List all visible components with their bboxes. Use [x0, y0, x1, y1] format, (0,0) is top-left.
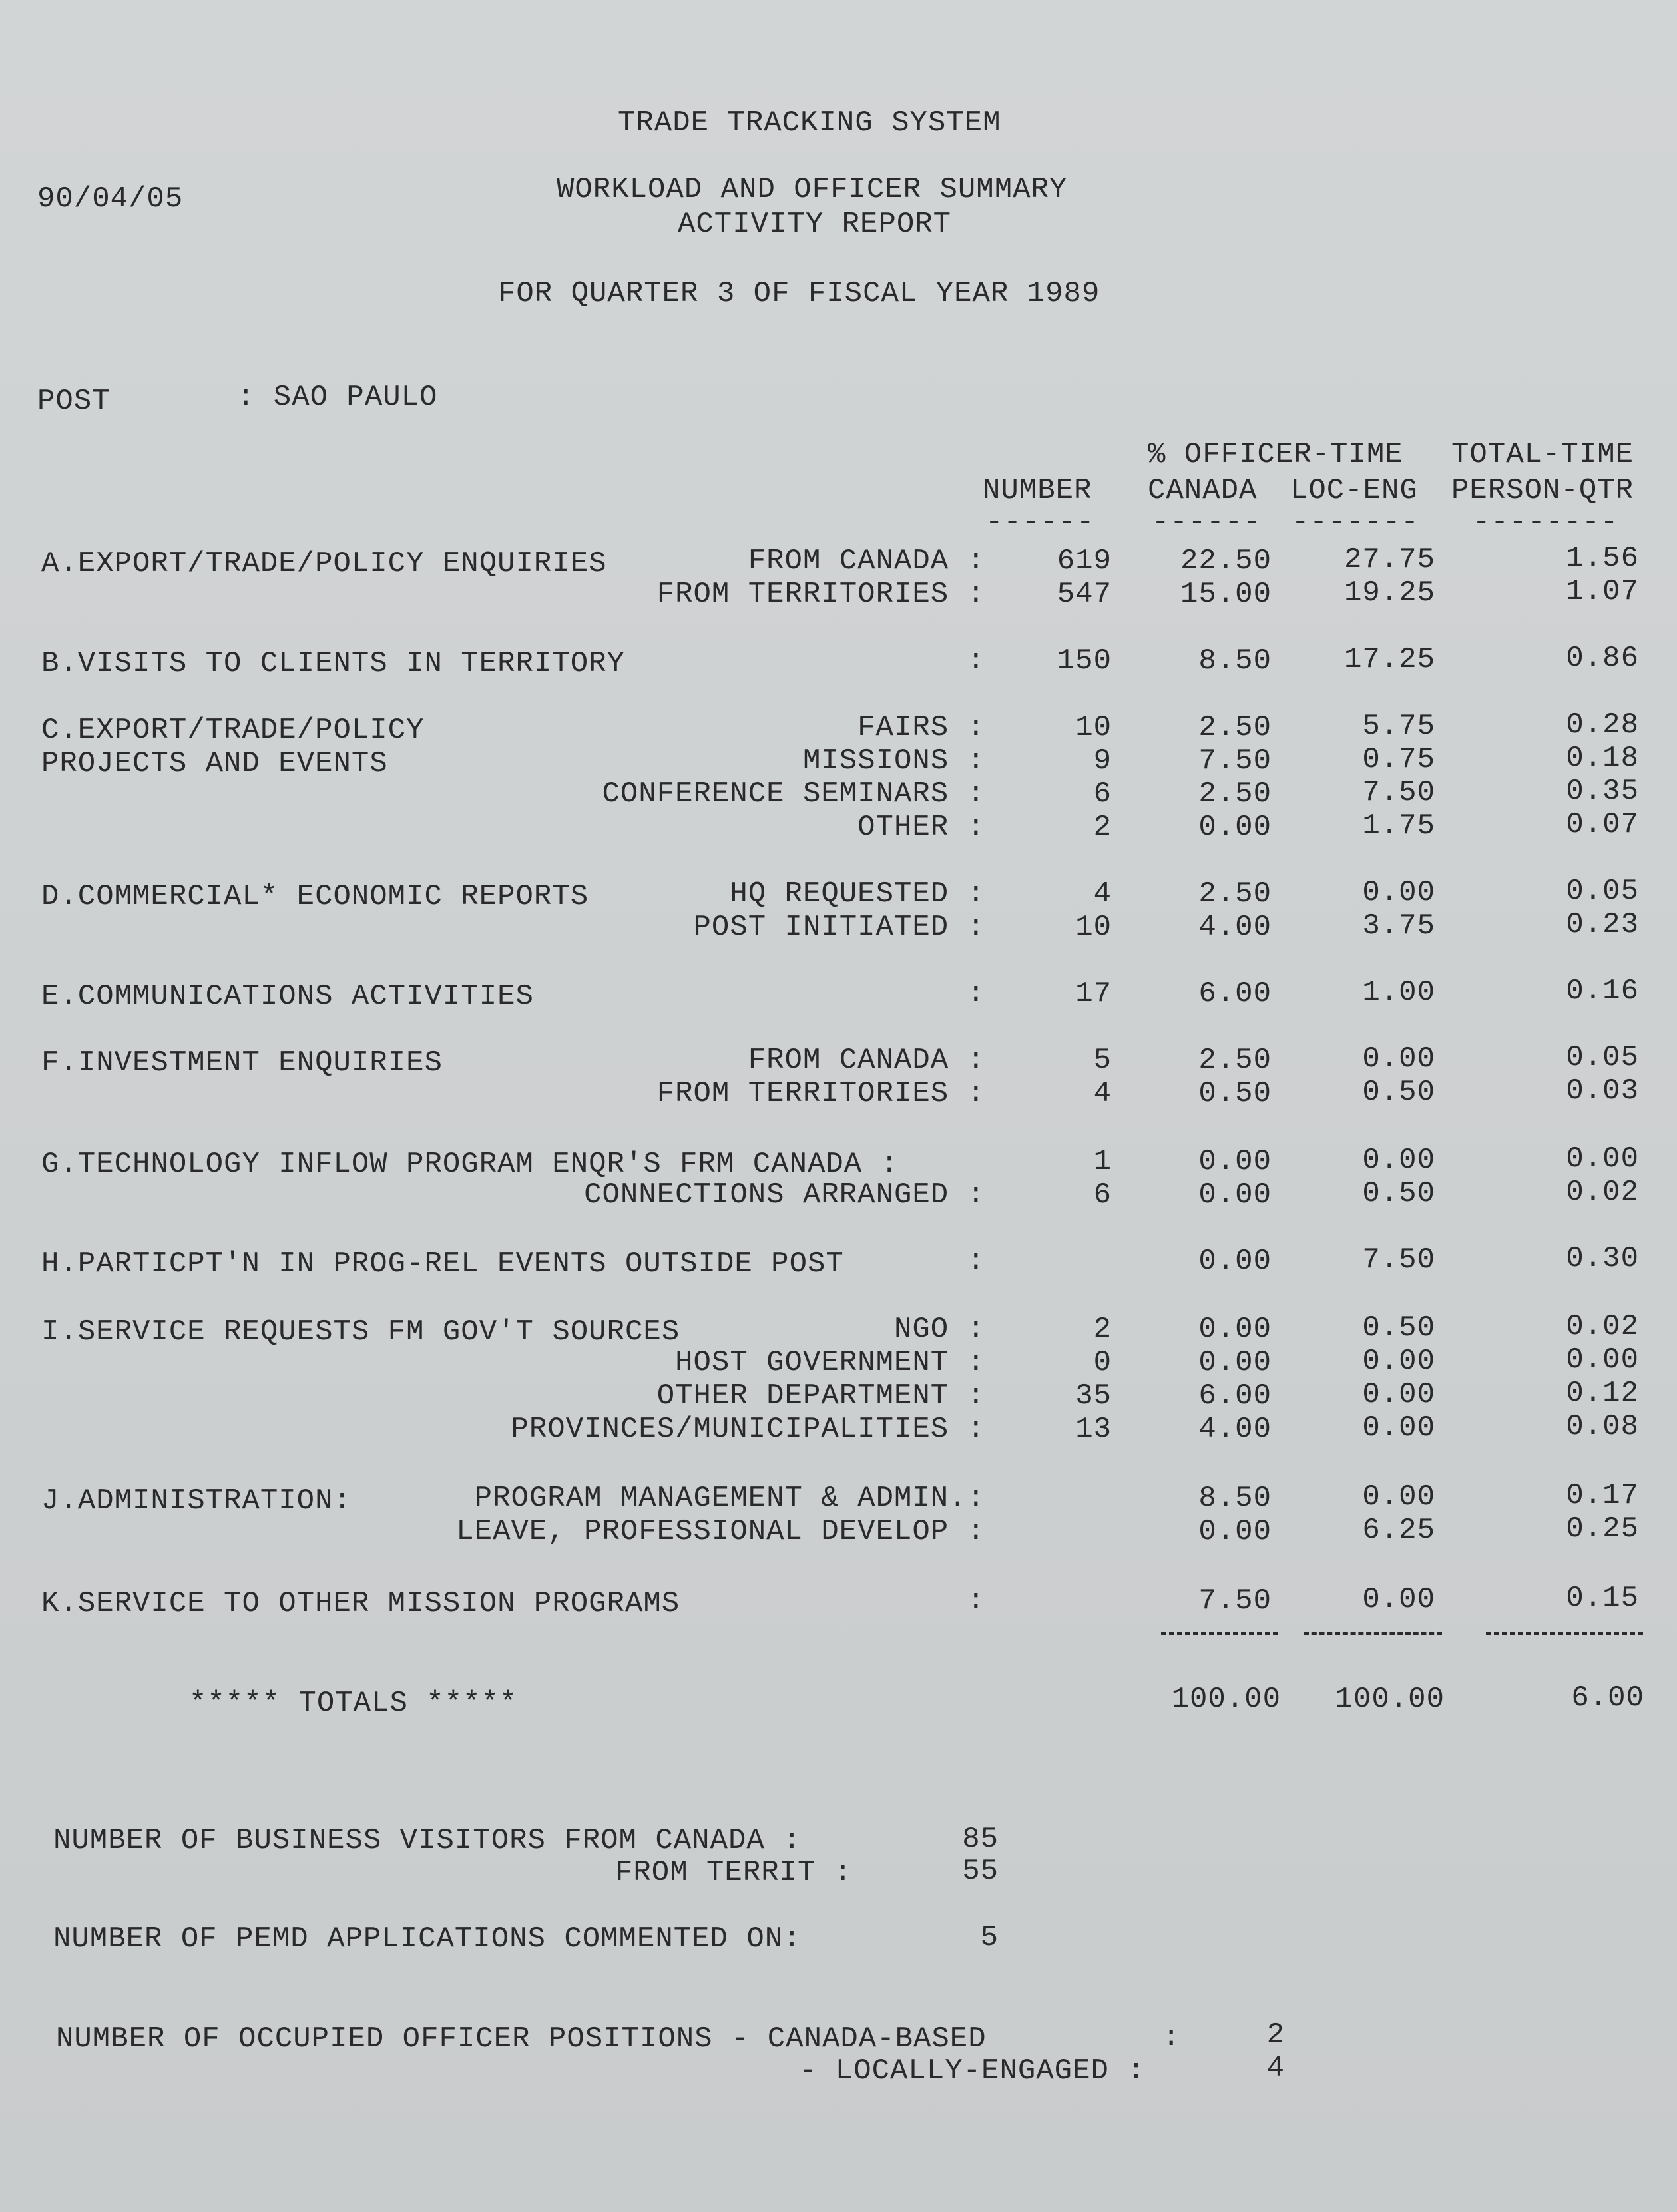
row-sub-label: FROM CANADA : — [748, 1044, 985, 1077]
row-loc-eng: 1.75 — [1362, 809, 1435, 843]
row-person-qtr: 0.35 — [1566, 775, 1639, 808]
row-person-qtr: 0.07 — [1566, 808, 1639, 841]
col-group-pct: % OFFICER-TIME — [1148, 438, 1403, 471]
row-number: 4 — [1093, 1077, 1112, 1110]
row-canada: 8.50 — [1198, 1482, 1272, 1515]
row-number: 9 — [1093, 744, 1112, 777]
system-title: TRADE TRACKING SYSTEM — [618, 107, 1001, 140]
row-sub-label: HOST GOVERNMENT : — [675, 1346, 985, 1379]
row-loc-eng: 0.00 — [1362, 876, 1435, 909]
row-person-qtr: 0.03 — [1566, 1074, 1639, 1108]
row-canada: 0.00 — [1198, 1145, 1272, 1178]
pemd-label: NUMBER OF PEMD APPLICATIONS COMMENTED ON: — [53, 1922, 802, 1956]
row-sub-label: PROGRAM MANAGEMENT & ADMIN.: — [474, 1482, 985, 1515]
row-sub-label: OTHER : — [857, 811, 985, 844]
visitors-label: NUMBER OF BUSINESS VISITORS FROM CANADA : — [53, 1824, 802, 1857]
positions-colon: : — [1162, 2021, 1181, 2054]
row-canada: 0.50 — [1198, 1077, 1272, 1110]
row-loc-eng: 7.50 — [1362, 1243, 1435, 1277]
row-loc-eng: 0.50 — [1362, 1076, 1435, 1109]
row-number: 6 — [1093, 777, 1112, 811]
row-person-qtr: 0.08 — [1566, 1410, 1639, 1443]
col-group-total: TOTAL-TIME — [1451, 438, 1634, 471]
row-person-qtr: 0.86 — [1566, 642, 1639, 675]
totals-label: ***** TOTALS ***** — [189, 1687, 518, 1720]
pemd-value: 5 — [980, 1921, 999, 1954]
row-number: 2 — [1093, 1313, 1112, 1346]
positions-le-label: - LOCALLY-ENGAGED : — [799, 2054, 1146, 2088]
col-number: NUMBER — [983, 474, 1092, 507]
row-loc-eng: 17.25 — [1343, 643, 1435, 676]
row-label: I.SERVICE REQUESTS FM GOV'T SOURCES — [41, 1315, 680, 1349]
col-canada-underline: ------ — [1152, 506, 1262, 539]
row-canada: 0.00 — [1198, 1515, 1272, 1548]
col-person-qtr: PERSON-QTR — [1451, 474, 1634, 507]
row-canada: 4.00 — [1198, 911, 1272, 944]
row-label: K.SERVICE TO OTHER MISSION PROGRAMS — [41, 1587, 680, 1620]
row-sub-label: MISSIONS : — [802, 744, 985, 777]
row-canada: 8.50 — [1198, 644, 1272, 678]
totals-separator-canada — [1161, 1632, 1278, 1635]
row-person-qtr: 0.18 — [1566, 742, 1639, 775]
row-loc-eng: 27.75 — [1343, 543, 1435, 576]
row-number: 5 — [1093, 1044, 1112, 1077]
row-person-qtr: 0.12 — [1566, 1377, 1639, 1410]
row-sub-label: : — [967, 644, 985, 678]
col-personqtr-underline: -------- — [1473, 506, 1619, 539]
report-title-line2: ACTIVITY REPORT — [678, 208, 952, 241]
row-canada: 0.00 — [1198, 1313, 1272, 1346]
row-loc-eng: 0.00 — [1362, 1583, 1435, 1616]
col-loc-eng: LOC-ENG — [1290, 474, 1418, 507]
row-sub-label: : — [967, 1245, 985, 1278]
totals-loceng: 100.00 — [1335, 1683, 1445, 1716]
row-canada: 2.50 — [1198, 1044, 1272, 1077]
row-number: 2 — [1093, 811, 1112, 844]
row-canada: 0.00 — [1198, 1245, 1272, 1278]
row-sub-label: FROM TERRITORIES : — [656, 1077, 985, 1110]
row-canada: 2.50 — [1198, 777, 1272, 811]
row-canada: 4.00 — [1198, 1413, 1272, 1446]
post-label: POST — [37, 385, 111, 418]
row-sub-label: POST INITIATED : — [693, 911, 985, 944]
row-sub-label: : — [967, 977, 985, 1010]
post-value: : SAO PAULO — [237, 381, 438, 414]
visitors-canada-value: 85 — [962, 1823, 999, 1856]
row-number: 17 — [1075, 977, 1112, 1010]
row-canada: 0.00 — [1198, 811, 1272, 844]
row-loc-eng: 0.00 — [1362, 1480, 1435, 1514]
row-sub-label: FAIRS : — [857, 711, 985, 744]
row-number: 150 — [1057, 644, 1112, 678]
row-canada: 6.00 — [1198, 977, 1272, 1010]
row-canada: 22.50 — [1180, 545, 1272, 578]
row-sub-label: LEAVE, PROFESSIONAL DEVELOP : — [456, 1515, 985, 1548]
row-number: 4 — [1093, 877, 1112, 911]
row-number: 35 — [1075, 1379, 1112, 1413]
row-canada: 2.50 — [1198, 711, 1272, 744]
positions-locally-engaged-value: 4 — [1266, 2052, 1285, 2085]
row-sub-label: FROM CANADA : — [748, 545, 985, 578]
col-loceng-underline: ------- — [1292, 506, 1419, 539]
row-person-qtr: 0.16 — [1566, 975, 1639, 1008]
row-person-qtr: 0.00 — [1566, 1142, 1639, 1176]
row-label: C.EXPORT/TRADE/POLICY — [41, 714, 425, 747]
totals-personqtr: 6.00 — [1571, 1681, 1644, 1715]
report-title-line1: WORKLOAD AND OFFICER SUMMARY — [557, 173, 1068, 206]
row-loc-eng: 0.00 — [1362, 1411, 1435, 1444]
row-loc-eng: 1.00 — [1362, 976, 1435, 1009]
row-number: 547 — [1057, 578, 1112, 611]
row-person-qtr: 0.05 — [1566, 1041, 1639, 1074]
row-sub-label: OTHER DEPARTMENT : — [656, 1379, 985, 1413]
row-person-qtr: 0.00 — [1566, 1343, 1639, 1377]
col-canada: CANADA — [1148, 474, 1258, 507]
row-label: J.ADMINISTRATION: — [41, 1484, 352, 1518]
positions-canada-based-value: 2 — [1266, 2018, 1285, 2052]
row-loc-eng: 0.00 — [1362, 1345, 1435, 1378]
row-number: 13 — [1075, 1413, 1112, 1446]
row-number: 0 — [1093, 1346, 1112, 1379]
col-number-underline: ------ — [985, 506, 1095, 539]
row-canada: 6.00 — [1198, 1379, 1272, 1413]
positions-label: NUMBER OF OCCUPIED OFFICER POSITIONS - CANADA-BASED — [56, 2022, 987, 2056]
row-number: 619 — [1057, 545, 1112, 578]
row-sub-label: NGO : — [893, 1313, 985, 1346]
row-person-qtr: 0.23 — [1566, 908, 1639, 941]
visitors-territ-value: 55 — [962, 1855, 999, 1888]
row-loc-eng: 6.25 — [1362, 1514, 1435, 1547]
row-loc-eng: 0.50 — [1362, 1177, 1435, 1210]
row-person-qtr: 0.28 — [1566, 708, 1639, 742]
row-person-qtr: 0.30 — [1566, 1242, 1639, 1275]
row-canada: 2.50 — [1198, 877, 1272, 911]
row-canada: 15.00 — [1180, 578, 1272, 611]
row-person-qtr: 0.05 — [1566, 875, 1639, 908]
row-person-qtr: 0.17 — [1566, 1479, 1639, 1512]
row-number: 10 — [1075, 711, 1112, 744]
row-loc-eng: 7.50 — [1362, 776, 1435, 809]
row-label: PROJECTS AND EVENTS — [41, 747, 388, 780]
totals-canada: 100.00 — [1171, 1683, 1281, 1716]
row-loc-eng: 5.75 — [1362, 710, 1435, 743]
row-loc-eng: 0.00 — [1362, 1378, 1435, 1411]
row-canada: 0.00 — [1198, 1346, 1272, 1379]
report-date: 90/04/05 — [37, 182, 184, 216]
row-loc-eng: 3.75 — [1362, 909, 1435, 943]
row-loc-eng: 0.00 — [1362, 1144, 1435, 1177]
row-person-qtr: 1.56 — [1566, 542, 1639, 575]
row-number: 1 — [1093, 1145, 1112, 1178]
row-person-qtr: 1.07 — [1566, 575, 1639, 608]
row-label: B.VISITS TO CLIENTS IN TERRITORY — [41, 647, 625, 680]
row-canada: 0.00 — [1198, 1178, 1272, 1212]
row-person-qtr: 0.02 — [1566, 1176, 1639, 1209]
totals-separator-personqtr — [1486, 1632, 1643, 1635]
row-number: 10 — [1075, 911, 1112, 944]
row-sub-label: HQ REQUESTED : — [730, 877, 985, 911]
row-label: H.PARTICPT'N IN PROG-REL EVENTS OUTSIDE POST — [41, 1247, 844, 1281]
row-person-qtr: 0.25 — [1566, 1512, 1639, 1546]
row-loc-eng: 0.00 — [1362, 1042, 1435, 1076]
row-person-qtr: 0.02 — [1566, 1310, 1639, 1343]
row-label: G.TECHNOLOGY INFLOW PROGRAM ENQR'S FRM CANADA : — [41, 1148, 899, 1181]
totals-separator-loceng — [1304, 1632, 1442, 1635]
row-loc-eng: 19.25 — [1343, 576, 1435, 610]
row-number: 6 — [1093, 1178, 1112, 1212]
row-sub-label: CONNECTIONS ARRANGED : — [584, 1178, 985, 1212]
row-label: F.INVESTMENT ENQUIRIES — [41, 1046, 443, 1080]
row-sub-label: FROM TERRITORIES : — [656, 578, 985, 611]
visitors-territ-label: FROM TERRIT : — [615, 1856, 853, 1889]
quarter-line: FOR QUARTER 3 OF FISCAL YEAR 1989 — [498, 277, 1100, 310]
row-sub-label: PROVINCES/MUNICIPALITIES : — [511, 1413, 985, 1446]
row-canada: 7.50 — [1198, 744, 1272, 777]
row-label: E.COMMUNICATIONS ACTIVITIES — [41, 980, 534, 1013]
row-loc-eng: 0.50 — [1362, 1311, 1435, 1345]
row-sub-label: : — [967, 1584, 985, 1618]
row-loc-eng: 0.75 — [1362, 743, 1435, 776]
row-canada: 7.50 — [1198, 1584, 1272, 1618]
row-sub-label: CONFERENCE SEMINARS : — [602, 777, 985, 811]
row-person-qtr: 0.15 — [1566, 1582, 1639, 1615]
row-label: D.COMMERCIAL* ECONOMIC REPORTS — [41, 880, 589, 913]
row-label: A.EXPORT/TRADE/POLICY ENQUIRIES — [41, 547, 607, 580]
